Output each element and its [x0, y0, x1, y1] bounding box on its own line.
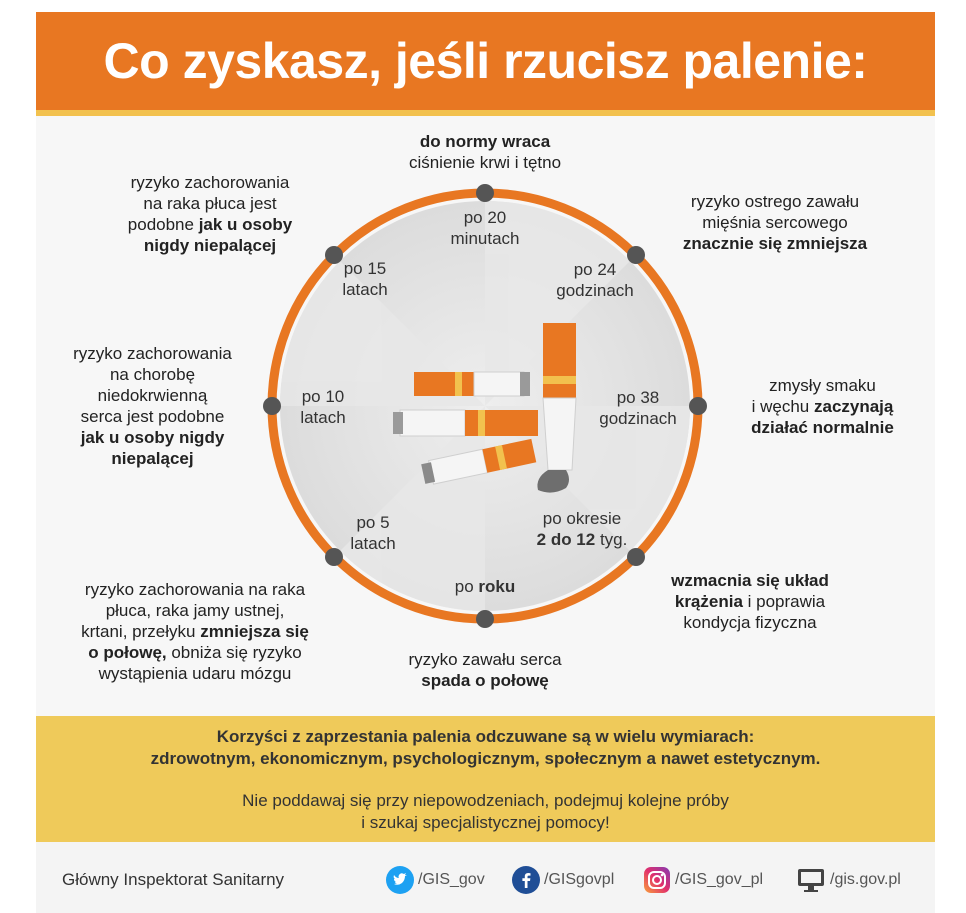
info-encouragement — [36, 790, 935, 834]
info-box — [36, 716, 935, 842]
benefit-1-year: ryzyko zawału serca spada o połowę — [408, 650, 562, 690]
time-1-year: po roku — [454, 577, 516, 596]
twitter-handle: /GIS_gov — [418, 871, 485, 888]
facebook-handle: /GISgovpl — [544, 871, 615, 888]
website-url: /gis.gov.pl — [830, 871, 901, 888]
benefit-20min: do normy wraca ciśnienie krwi i tętno — [408, 132, 562, 172]
instagram-icon — [643, 866, 671, 894]
footer — [36, 842, 935, 913]
time-2-12-weeks: po okresie 2 do 12 tyg. — [536, 509, 628, 549]
info-line-2: zdrowotnym, ekonomicznym, psychologicznym, społecznym a nawet estetycznym. — [150, 749, 821, 768]
instagram-link[interactable] — [643, 866, 763, 894]
instagram-handle: /GIS_gov_pl — [675, 871, 764, 888]
benefit-24h: ryzyko ostrego zawału mięśnia sercowego znacznie się zmniejsza — [682, 192, 868, 253]
twitter-link[interactable] — [386, 866, 485, 894]
twitter-icon — [386, 866, 414, 894]
time-38h: po 38 godzinach — [599, 388, 677, 428]
info-benefits — [36, 726, 935, 770]
benefit-38h: zmysły smaku i węchu zaczynają działać normalnie — [751, 376, 894, 437]
page-title: Co zyskasz, jeśli rzucisz palenie: — [103, 33, 868, 89]
info-line-1: Korzyści z zaprzestania palenia odczuwane są w wielu wymiarach: — [216, 727, 755, 746]
organization-name: Główny Inspektorat Sanitarny — [62, 870, 285, 889]
time-20min: po 20 minutach — [450, 208, 520, 248]
time-24h: po 24 godzinach — [556, 260, 634, 300]
info-line-3: Nie poddawaj się przy niepowodzeniach, podejmuj kolejne próby — [242, 791, 729, 810]
time-5-years: po 5 latach — [350, 513, 396, 553]
facebook-link[interactable] — [512, 866, 614, 894]
time-10-years: po 10 latach — [300, 387, 346, 427]
website-link[interactable] — [796, 866, 901, 894]
benefit-10-years: ryzyko zachorowania na chorobę niedokrwienną serca jest podobne jak u osoby nigdy niepalącej — [73, 344, 232, 468]
info-line-4: i szukaj specjalistycznej pomocy! — [361, 813, 610, 832]
time-15-years: po 15 latach — [342, 259, 388, 299]
facebook-icon — [512, 866, 540, 894]
benefit-2-12-weeks: wzmacnia się układ krążenia i poprawia kondycja fizyczna — [671, 571, 829, 632]
benefit-15-years: ryzyko zachorowania na raka płuca jest podobne jak u osoby nigdy niepalącej — [127, 173, 293, 255]
monitor-icon — [796, 866, 826, 894]
benefit-5-years: ryzyko zachorowania na raka płuca, raka jamy ustnej, krtani, przełyku zmniejsza się o połowę, obniża się ryzyko wystąpienia udaru mózgu — [81, 580, 309, 683]
